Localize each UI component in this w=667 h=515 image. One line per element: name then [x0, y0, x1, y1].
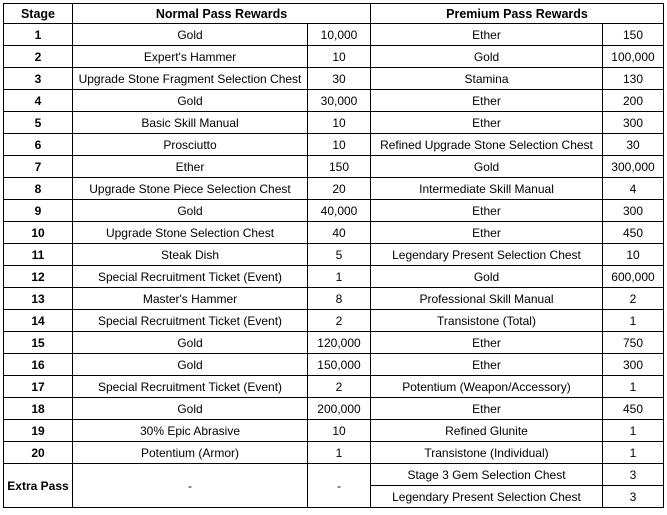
normal-reward-item: Prosciutto: [73, 134, 308, 156]
table-row: [4, 156, 664, 178]
table-row: [4, 376, 664, 398]
normal-reward-quantity: 30,000: [308, 90, 371, 112]
header-row: [4, 4, 664, 24]
normal-reward-quantity: 10: [308, 112, 371, 134]
premium-reward-quantity: 30: [603, 134, 664, 156]
extra-normal-item: -: [73, 464, 308, 508]
premium-reward-quantity: 2: [603, 288, 664, 310]
table-row: [4, 354, 664, 376]
table-row: [4, 90, 664, 112]
stage-cell: 8: [4, 178, 73, 200]
normal-reward-quantity: 150,000: [308, 354, 371, 376]
normal-reward-item: Gold: [73, 354, 308, 376]
normal-reward-quantity: 10,000: [308, 24, 371, 46]
normal-reward-quantity: 200,000: [308, 398, 371, 420]
stage-cell: 4: [4, 90, 73, 112]
stage-cell: 19: [4, 420, 73, 442]
extra-premium-item: Legendary Present Selection Chest: [371, 486, 603, 508]
normal-reward-item: Expert's Hammer: [73, 46, 308, 68]
premium-reward-item: Transistone (Individual): [371, 442, 603, 464]
stage-cell: 6: [4, 134, 73, 156]
premium-reward-item: Gold: [371, 156, 603, 178]
normal-reward-item: Master's Hammer: [73, 288, 308, 310]
normal-reward-item: Special Recruitment Ticket (Event): [73, 376, 308, 398]
extra-premium-quantity: 3: [603, 486, 664, 508]
table-row: [4, 310, 664, 332]
table-row: [4, 178, 664, 200]
stage-cell: 17: [4, 376, 73, 398]
premium-reward-item: Ether: [371, 222, 603, 244]
stage-cell: 13: [4, 288, 73, 310]
premium-reward-item: Ether: [371, 24, 603, 46]
normal-reward-item: Special Recruitment Ticket (Event): [73, 310, 308, 332]
premium-reward-item: Ether: [371, 354, 603, 376]
normal-reward-quantity: 30: [308, 68, 371, 90]
normal-reward-quantity: 150: [308, 156, 371, 178]
normal-reward-item: Ether: [73, 156, 308, 178]
stage-cell: 7: [4, 156, 73, 178]
table-row: [4, 112, 664, 134]
extra-normal-quantity: -: [308, 464, 371, 508]
premium-reward-item: Ether: [371, 332, 603, 354]
normal-reward-item: Basic Skill Manual: [73, 112, 308, 134]
premium-reward-quantity: 1: [603, 420, 664, 442]
rewards-body: [4, 24, 664, 508]
premium-pass-header: Premium Pass Rewards: [371, 4, 664, 24]
premium-reward-item: Ether: [371, 112, 603, 134]
table-row: [4, 288, 664, 310]
stage-cell: 9: [4, 200, 73, 222]
premium-reward-quantity: 300,000: [603, 156, 664, 178]
premium-reward-quantity: 1: [603, 376, 664, 398]
normal-reward-item: Upgrade Stone Piece Selection Chest: [73, 178, 308, 200]
stage-cell: 18: [4, 398, 73, 420]
normal-reward-item: Gold: [73, 24, 308, 46]
premium-reward-quantity: 150: [603, 24, 664, 46]
premium-reward-item: Ether: [371, 200, 603, 222]
stage-cell: 11: [4, 244, 73, 266]
extra-premium-quantity: 3: [603, 464, 664, 486]
premium-reward-quantity: 1: [603, 310, 664, 332]
stage-cell: 2: [4, 46, 73, 68]
normal-reward-item: Gold: [73, 332, 308, 354]
extra-premium-item: Stage 3 Gem Selection Chest: [371, 464, 603, 486]
stage-cell: 16: [4, 354, 73, 376]
table-row: [4, 244, 664, 266]
normal-reward-quantity: 10: [308, 134, 371, 156]
normal-reward-item: Gold: [73, 200, 308, 222]
premium-reward-item: Refined Upgrade Stone Selection Chest: [371, 134, 603, 156]
premium-reward-quantity: 300: [603, 200, 664, 222]
table-row: [4, 222, 664, 244]
normal-reward-quantity: 8: [308, 288, 371, 310]
stage-cell: 10: [4, 222, 73, 244]
normal-reward-quantity: 40,000: [308, 200, 371, 222]
normal-reward-quantity: 120,000: [308, 332, 371, 354]
premium-reward-quantity: 200: [603, 90, 664, 112]
premium-reward-quantity: 130: [603, 68, 664, 90]
premium-reward-item: Refined Glunite: [371, 420, 603, 442]
normal-pass-header: Normal Pass Rewards: [73, 4, 371, 24]
stage-cell: 20: [4, 442, 73, 464]
normal-reward-item: Gold: [73, 90, 308, 112]
normal-reward-item: Potentium (Armor): [73, 442, 308, 464]
normal-reward-quantity: 5: [308, 244, 371, 266]
stage-cell: 14: [4, 310, 73, 332]
table-row: [4, 68, 664, 90]
premium-reward-quantity: 450: [603, 222, 664, 244]
normal-reward-item: Steak Dish: [73, 244, 308, 266]
extra-pass-row: [4, 464, 664, 486]
premium-reward-quantity: 300: [603, 112, 664, 134]
normal-reward-quantity: 1: [308, 442, 371, 464]
premium-reward-item: Ether: [371, 398, 603, 420]
table-row: [4, 24, 664, 46]
normal-reward-item: Upgrade Stone Selection Chest: [73, 222, 308, 244]
premium-reward-item: Potentium (Weapon/Accessory): [371, 376, 603, 398]
stage-cell: 3: [4, 68, 73, 90]
premium-reward-quantity: 100,000: [603, 46, 664, 68]
premium-reward-item: Gold: [371, 46, 603, 68]
normal-reward-item: 30% Epic Abrasive: [73, 420, 308, 442]
stage-cell: 15: [4, 332, 73, 354]
pass-rewards-table: [3, 3, 664, 508]
normal-reward-quantity: 20: [308, 178, 371, 200]
normal-reward-quantity: 2: [308, 376, 371, 398]
normal-reward-quantity: 10: [308, 46, 371, 68]
premium-reward-quantity: 10: [603, 244, 664, 266]
premium-reward-item: Legendary Present Selection Chest: [371, 244, 603, 266]
premium-reward-item: Gold: [371, 266, 603, 288]
premium-reward-quantity: 600,000: [603, 266, 664, 288]
premium-reward-item: Ether: [371, 90, 603, 112]
premium-reward-item: Transistone (Total): [371, 310, 603, 332]
table-row: [4, 134, 664, 156]
premium-reward-quantity: 750: [603, 332, 664, 354]
stage-cell: 1: [4, 24, 73, 46]
normal-reward-item: Gold: [73, 398, 308, 420]
table-row: [4, 266, 664, 288]
stage-cell: 5: [4, 112, 73, 134]
table-row: [4, 420, 664, 442]
premium-reward-quantity: 300: [603, 354, 664, 376]
stage-cell: 12: [4, 266, 73, 288]
normal-reward-quantity: 10: [308, 420, 371, 442]
premium-reward-item: Stamina: [371, 68, 603, 90]
premium-reward-item: Intermediate Skill Manual: [371, 178, 603, 200]
premium-reward-quantity: 1: [603, 442, 664, 464]
extra-pass-stage: Extra Pass: [4, 464, 73, 508]
table-row: [4, 200, 664, 222]
normal-reward-item: Special Recruitment Ticket (Event): [73, 266, 308, 288]
stage-header: Stage: [4, 4, 73, 24]
normal-reward-quantity: 1: [308, 266, 371, 288]
table-row: [4, 442, 664, 464]
table-row: [4, 46, 664, 68]
premium-reward-quantity: 4: [603, 178, 664, 200]
normal-reward-quantity: 40: [308, 222, 371, 244]
premium-reward-item: Professional Skill Manual: [371, 288, 603, 310]
table-row: [4, 398, 664, 420]
premium-reward-quantity: 450: [603, 398, 664, 420]
table-row: [4, 332, 664, 354]
normal-reward-item: Upgrade Stone Fragment Selection Chest: [73, 68, 308, 90]
normal-reward-quantity: 2: [308, 310, 371, 332]
